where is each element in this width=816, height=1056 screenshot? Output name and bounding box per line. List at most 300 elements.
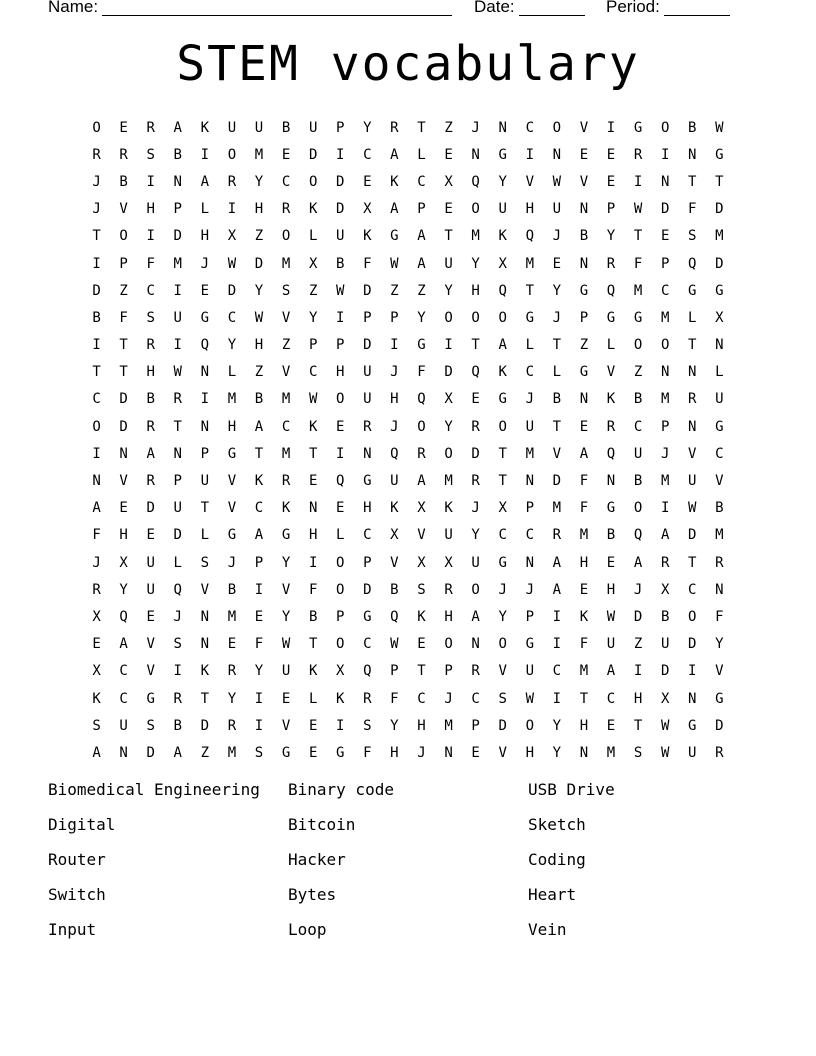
grid-letter: X xyxy=(417,500,426,517)
grid-letter: R xyxy=(173,690,182,707)
grid-letter: Y xyxy=(119,581,128,598)
grid-letter: D xyxy=(688,527,697,544)
grid-letter: E xyxy=(552,255,562,272)
grid-letter: T xyxy=(579,690,589,707)
grid-letter: L xyxy=(336,527,345,544)
grid-letter: J xyxy=(390,418,399,435)
grid-letter: T xyxy=(417,119,426,136)
word-bank-item: Switch xyxy=(48,885,106,904)
grid-letter: X xyxy=(119,554,128,571)
grid-letter: E xyxy=(471,391,480,408)
grid-letter: F xyxy=(633,255,643,272)
grid-letter: N xyxy=(471,146,480,163)
grid-letter: E xyxy=(579,581,589,598)
grid-row xyxy=(83,549,733,576)
grid-letter: U xyxy=(471,554,480,571)
grid-letter: B xyxy=(119,173,128,190)
grid-letter: J xyxy=(525,391,534,408)
grid-letter: O xyxy=(444,445,453,462)
grid-letter: G xyxy=(633,309,643,326)
grid-letter: Z xyxy=(633,364,643,381)
grid-letter: X xyxy=(417,554,426,571)
grid-letter: E xyxy=(308,744,318,761)
grid-letter: C xyxy=(633,418,643,435)
grid-letter: S xyxy=(200,554,210,571)
grid-letter: S xyxy=(146,146,155,163)
grid-letter: Y xyxy=(254,173,264,190)
grid-letter: L xyxy=(173,554,182,571)
grid-letter: C xyxy=(92,391,101,408)
grid-letter: R xyxy=(227,173,237,190)
grid-letter: S xyxy=(146,717,155,734)
grid-letter: U xyxy=(606,636,616,653)
grid-letter: A xyxy=(417,228,426,245)
grid-letter: T xyxy=(119,337,128,354)
word-bank-item: Coding xyxy=(528,850,586,869)
grid-letter: W xyxy=(336,282,345,299)
grid-row xyxy=(83,332,733,359)
grid-letter: O xyxy=(498,418,507,435)
grid-letter: Y xyxy=(471,527,480,544)
grid-letter: O xyxy=(471,581,480,598)
page-title: STEM vocabulary xyxy=(176,36,640,92)
grid-letter: Q xyxy=(525,228,534,245)
grid-letter: P xyxy=(308,337,318,354)
grid-letter: N xyxy=(579,391,589,408)
grid-letter: L xyxy=(606,337,616,354)
grid-letter: F xyxy=(579,473,589,490)
grid-letter: M xyxy=(579,663,589,680)
grid-letter: N xyxy=(660,173,670,190)
grid-letter: N xyxy=(173,173,182,190)
period-blank-line xyxy=(664,0,730,16)
grid-letter: F xyxy=(363,744,372,761)
grid-letter: D xyxy=(444,364,453,381)
grid-letter: O xyxy=(498,636,507,653)
grid-letter: W xyxy=(606,608,616,625)
grid-letter: O xyxy=(444,636,453,653)
grid-letter: G xyxy=(146,690,155,707)
grid-letter: P xyxy=(606,201,616,218)
grid-letter: Z xyxy=(119,282,128,299)
grid-letter: M xyxy=(471,228,480,245)
grid-letter: C xyxy=(227,309,237,326)
grid-letter: R xyxy=(227,717,237,734)
word-bank-item: Binary code xyxy=(288,780,394,799)
grid-letter: A xyxy=(660,527,670,544)
grid-letter: L xyxy=(200,527,210,544)
grid-letter: P xyxy=(173,473,182,490)
grid-letter: Z xyxy=(444,119,453,136)
grid-letter: O xyxy=(660,119,670,136)
grid-letter: K xyxy=(498,364,507,381)
grid-letter: F xyxy=(390,690,399,707)
grid-letter: W xyxy=(390,636,399,653)
grid-letter: E xyxy=(606,554,616,571)
grid-letter: F xyxy=(308,581,318,598)
word-bank-item: Bitcoin xyxy=(288,815,356,834)
grid-row xyxy=(83,114,733,141)
grid-letter: I xyxy=(200,146,210,163)
grid-letter: U xyxy=(498,201,507,218)
grid-letter: W xyxy=(173,364,182,381)
grid-letter: R xyxy=(173,391,182,408)
grid-letter: Y xyxy=(498,608,507,625)
grid-letter: E xyxy=(363,173,372,190)
grid-letter: K xyxy=(417,608,426,625)
grid-letter: Q xyxy=(363,663,372,680)
grid-letter: B xyxy=(660,608,670,625)
grid-letter: G xyxy=(715,282,724,299)
grid-letter: I xyxy=(336,309,345,326)
grid-letter: P xyxy=(525,608,534,625)
grid-letter: U xyxy=(254,119,264,136)
grid-letter: D xyxy=(119,418,128,435)
grid-letter: B xyxy=(606,527,616,544)
grid-letter: S xyxy=(498,690,507,707)
grid-letter: T xyxy=(715,173,724,190)
grid-letter: E xyxy=(146,527,155,544)
grid-letter: D xyxy=(633,608,643,625)
grid-letter: T xyxy=(200,500,210,517)
grid-letter: J xyxy=(552,228,562,245)
grid-letter: D xyxy=(363,337,372,354)
grid-letter: I xyxy=(254,690,264,707)
grid-letter: T xyxy=(525,282,534,299)
grid-letter: G xyxy=(227,445,237,462)
grid-letter: A xyxy=(552,554,562,571)
grid-letter: V xyxy=(715,663,724,680)
grid-letter: T xyxy=(200,690,210,707)
grid-letter: P xyxy=(254,554,264,571)
grid-letter: V xyxy=(146,663,155,680)
grid-letter: V xyxy=(281,309,291,326)
grid-letter: V xyxy=(498,744,507,761)
grid-letter: R xyxy=(552,527,562,544)
grid-letter: V xyxy=(715,473,724,490)
grid-letter: V xyxy=(579,173,589,190)
grid-letter: A xyxy=(173,119,182,136)
grid-row xyxy=(83,440,733,467)
grid-row xyxy=(83,250,733,277)
grid-letter: X xyxy=(363,201,372,218)
grid-letter: W xyxy=(390,255,399,272)
grid-letter: N xyxy=(688,146,697,163)
grid-letter: T xyxy=(417,663,426,680)
grid-letter: E xyxy=(606,173,616,190)
grid-letter: Y xyxy=(281,554,291,571)
grid-letter: C xyxy=(417,690,426,707)
grid-letter: U xyxy=(146,581,155,598)
grid-letter: I xyxy=(660,146,670,163)
word-bank-item: Hacker xyxy=(288,850,346,869)
grid-letter: B xyxy=(579,228,589,245)
grid-letter: K xyxy=(92,690,101,707)
grid-letter: E xyxy=(579,418,589,435)
grid-letter: P xyxy=(390,663,399,680)
grid-letter: H xyxy=(525,201,534,218)
grid-letter: R xyxy=(471,663,480,680)
grid-letter: D xyxy=(146,744,155,761)
word-bank-item: Bytes xyxy=(288,885,337,904)
grid-letter: N xyxy=(200,636,210,653)
grid-letter: U xyxy=(363,364,372,381)
grid-letter: O xyxy=(552,119,562,136)
grid-letter: Q xyxy=(606,282,616,299)
grid-letter: I xyxy=(552,608,562,625)
grid-letter: B xyxy=(254,391,264,408)
grid-letter: Y xyxy=(715,636,724,653)
grid-letter: R xyxy=(715,554,724,571)
grid-letter: U xyxy=(715,391,724,408)
grid-letter: K xyxy=(308,418,318,435)
grid-letter: I xyxy=(92,255,101,272)
grid-letter: J xyxy=(200,255,210,272)
grid-letter: H xyxy=(146,201,155,218)
grid-letter: D xyxy=(471,445,480,462)
grid-row xyxy=(83,658,733,685)
grid-letter: V xyxy=(525,173,534,190)
grid-letter: O xyxy=(688,608,697,625)
grid-letter: W xyxy=(254,309,264,326)
grid-letter: N xyxy=(119,744,128,761)
grid-letter: R xyxy=(715,744,724,761)
grid-letter: B xyxy=(308,608,318,625)
grid-letter: D xyxy=(92,282,101,299)
grid-letter: A xyxy=(498,337,507,354)
grid-letter: Q xyxy=(633,527,643,544)
grid-letter: F xyxy=(579,636,589,653)
grid-letter: H xyxy=(200,228,210,245)
grid-letter: U xyxy=(444,255,453,272)
grid-letter: P xyxy=(525,500,534,517)
grid-letter: W xyxy=(688,500,697,517)
grid-letter: L xyxy=(688,309,697,326)
grid-letter: T xyxy=(633,228,643,245)
grid-letter: G xyxy=(715,418,724,435)
grid-letter: J xyxy=(633,581,643,598)
grid-letter: C xyxy=(363,636,372,653)
grid-letter: B xyxy=(390,581,399,598)
grid-letter: G xyxy=(606,309,616,326)
grid-letter: S xyxy=(688,228,697,245)
grid-letter: A xyxy=(390,201,399,218)
grid-letter: S xyxy=(633,744,643,761)
grid-letter: M xyxy=(281,255,291,272)
grid-letter: R xyxy=(417,445,426,462)
period-field xyxy=(606,0,730,16)
grid-letter: V xyxy=(281,364,291,381)
grid-letter: I xyxy=(92,445,101,462)
grid-letter: K xyxy=(606,391,616,408)
grid-letter: D xyxy=(119,391,128,408)
grid-letter: H xyxy=(525,744,534,761)
grid-letter: C xyxy=(715,445,724,462)
grid-row xyxy=(83,603,733,630)
grid-letter: I xyxy=(308,554,318,571)
grid-letter: N xyxy=(715,337,724,354)
grid-letter: D xyxy=(715,717,724,734)
grid-letter: R xyxy=(281,201,291,218)
grid-row xyxy=(83,631,733,658)
grid-letter: C xyxy=(281,173,291,190)
grid-letter: M xyxy=(281,445,291,462)
grid-letter: C xyxy=(363,527,372,544)
grid-letter: Z xyxy=(390,282,399,299)
grid-letter: W xyxy=(308,391,318,408)
grid-letter: K xyxy=(444,500,453,517)
grid-letter: W xyxy=(660,717,670,734)
word-bank xyxy=(48,780,768,955)
grid-letter: M xyxy=(660,391,670,408)
grid-letter: N xyxy=(552,146,562,163)
grid-letter: Y xyxy=(417,309,426,326)
grid-letter: O xyxy=(498,309,507,326)
grid-letter: A xyxy=(254,418,264,435)
grid-letter: L xyxy=(308,228,318,245)
grid-letter: R xyxy=(119,146,128,163)
word-bank-row xyxy=(48,885,768,920)
grid-letter: E xyxy=(308,473,318,490)
grid-letter: W xyxy=(715,119,724,136)
grid-letter: R xyxy=(281,473,291,490)
word-bank-item: Biomedical Engineering xyxy=(48,780,260,799)
grid-row xyxy=(83,141,733,168)
grid-letter: M xyxy=(227,744,237,761)
grid-letter: A xyxy=(606,663,616,680)
grid-letter: A xyxy=(417,255,426,272)
grid-letter: E xyxy=(336,418,345,435)
grid-letter: P xyxy=(336,119,345,136)
grid-letter: C xyxy=(308,364,318,381)
grid-letter: I xyxy=(173,337,182,354)
grid-letter: O xyxy=(633,500,643,517)
grid-letter: S xyxy=(254,744,264,761)
grid-letter: Y xyxy=(390,717,399,734)
grid-letter: O xyxy=(471,309,480,326)
grid-letter: J xyxy=(92,173,101,190)
grid-letter: Z xyxy=(633,636,643,653)
grid-letter: C xyxy=(606,690,616,707)
grid-letter: M xyxy=(660,309,670,326)
grid-letter: T xyxy=(308,445,318,462)
grid-letter: B xyxy=(552,391,562,408)
grid-letter: X xyxy=(498,500,507,517)
grid-letter: H xyxy=(254,201,264,218)
grid-letter: E xyxy=(92,636,101,653)
grid-letter: U xyxy=(281,663,291,680)
grid-row xyxy=(83,495,733,522)
grid-letter: G xyxy=(498,554,507,571)
grid-letter: C xyxy=(660,282,670,299)
grid-letter: S xyxy=(92,717,101,734)
grid-letter: G xyxy=(579,364,589,381)
word-bank-row xyxy=(48,815,768,850)
grid-letter: N xyxy=(715,581,724,598)
grid-letter: X xyxy=(336,663,345,680)
grid-letter: G xyxy=(688,717,697,734)
grid-letter: T xyxy=(688,337,697,354)
grid-letter: E xyxy=(254,608,264,625)
grid-letter: D xyxy=(715,201,724,218)
grid-letter: J xyxy=(444,690,453,707)
grid-letter: V xyxy=(498,663,507,680)
grid-letter: I xyxy=(336,717,345,734)
grid-letter: B xyxy=(633,391,643,408)
grid-letter: J xyxy=(173,608,182,625)
grid-letter: T xyxy=(92,364,101,381)
grid-letter: G xyxy=(498,391,507,408)
grid-letter: Y xyxy=(254,663,264,680)
grid-letter: U xyxy=(660,636,670,653)
grid-letter: V xyxy=(119,473,128,490)
grid-letter: E xyxy=(281,146,291,163)
grid-letter: U xyxy=(173,500,182,517)
grid-letter: J xyxy=(227,554,237,571)
grid-letter: P xyxy=(173,201,182,218)
date-blank-line xyxy=(519,0,585,16)
grid-letter: Y xyxy=(444,282,453,299)
grid-letter: N xyxy=(579,744,589,761)
grid-letter: X xyxy=(92,663,101,680)
grid-letter: T xyxy=(498,445,507,462)
grid-letter: K xyxy=(579,608,589,625)
grid-letter: M xyxy=(552,500,562,517)
grid-letter: M xyxy=(444,717,453,734)
grid-letter: I xyxy=(444,337,453,354)
grid-letter: N xyxy=(579,201,589,218)
grid-letter: I xyxy=(390,337,399,354)
grid-letter: A xyxy=(471,608,480,625)
grid-letter: E xyxy=(146,608,155,625)
grid-letter: U xyxy=(146,554,155,571)
grid-letter: G xyxy=(606,500,616,517)
grid-letter: Q xyxy=(390,608,399,625)
grid-letter: K xyxy=(254,473,264,490)
grid-letter: K xyxy=(281,500,291,517)
grid-letter: Q xyxy=(173,581,182,598)
grid-letter: N xyxy=(688,418,697,435)
grid-letter: Y xyxy=(606,228,616,245)
grid-letter: H xyxy=(606,581,616,598)
grid-letter: G xyxy=(417,337,426,354)
grid-letter: I xyxy=(606,119,616,136)
grid-letter: A xyxy=(390,146,399,163)
grid-letter: H xyxy=(417,717,426,734)
grid-letter: D xyxy=(173,527,182,544)
grid-letter: N xyxy=(200,608,210,625)
grid-letter: F xyxy=(92,527,101,544)
grid-letter: C xyxy=(119,663,128,680)
grid-letter: V xyxy=(227,500,237,517)
grid-letter: L xyxy=(552,364,562,381)
grid-letter: X xyxy=(444,554,453,571)
grid-letter: R xyxy=(633,146,643,163)
grid-letter: R xyxy=(363,690,372,707)
word-bank-item: Heart xyxy=(528,885,577,904)
grid-letter: C xyxy=(471,690,480,707)
grid-letter: X xyxy=(390,527,399,544)
grid-letter: H xyxy=(227,418,237,435)
grid-letter: T xyxy=(308,636,318,653)
grid-letter: D xyxy=(552,473,562,490)
grid-letter: P xyxy=(200,445,210,462)
grid-letter: E xyxy=(281,690,291,707)
worksheet-header xyxy=(48,0,768,22)
grid-letter: M xyxy=(660,473,670,490)
grid-letter: R xyxy=(660,554,670,571)
grid-letter: V xyxy=(688,445,697,462)
